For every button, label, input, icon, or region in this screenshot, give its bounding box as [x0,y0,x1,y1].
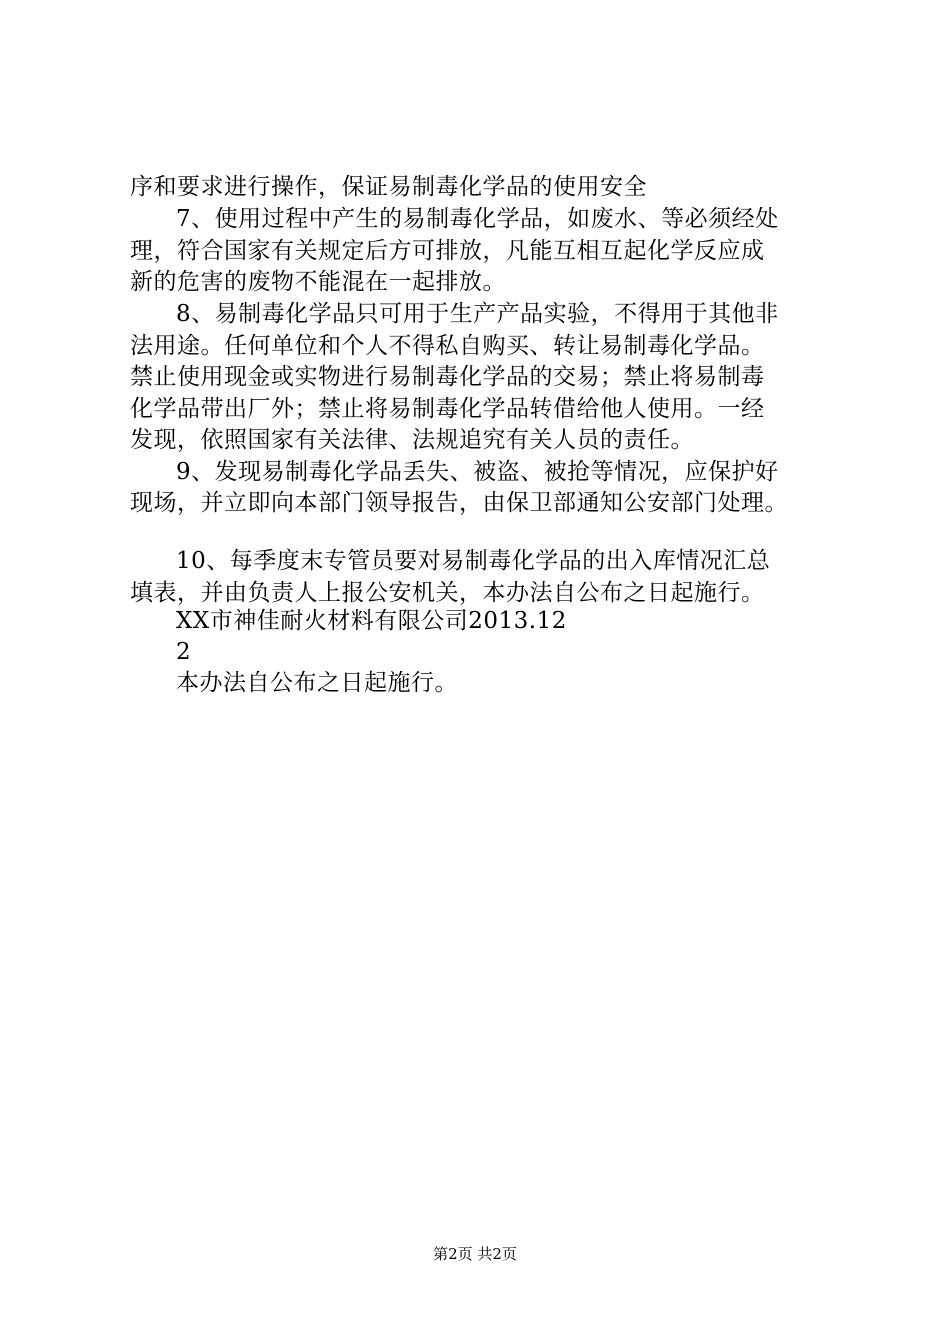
date-continuation-line: 2 [176,639,192,665]
text-line-9: 发现，依照国家有关法律、法规追究有关人员的责任。 [130,427,694,453]
text-line-11: 现场，并立即向本部门领导报告，由保卫部通知公安部门处理。 [130,490,788,516]
text-line-4: 新的危害的废物不能混在一起排放。 [130,269,506,295]
text-line-6: 法用途。任何单位和个人不得私自购买、转让易制毒化学品。 [130,333,765,359]
text-line-7: 禁止使用现金或实物进行易制毒化学品的交易；禁止将易制毒 [130,364,765,390]
text-line-3: 理，符合国家有关规定后方可排放，凡能互相互起化学反应成 [130,238,765,264]
company-date-line: XX市神佳耐火材料有限公司2013.12 [176,608,567,634]
text-line-5: 8、易制毒化学品只可用于生产产品实验，不得用于其他非 [176,301,779,327]
page-footer: 第2页 共2页 [433,1245,517,1263]
text-line-2: 7、使用过程中产生的易制毒化学品，如废水、等必须经处 [176,206,779,232]
text-line-8: 化学品带出厂外；禁止将易制毒化学品转借给他人使用。一经 [130,396,765,422]
text-line-1: 序和要求进行操作，保证易制毒化学品的使用安全 [130,174,647,200]
closing-line: 本办法自公布之日起施行。 [176,670,458,696]
text-line-12: 10、每季度末专管员要对易制毒化学品的出入库情况汇总 [176,548,771,574]
text-line-13: 填表，并由负责人上报公安机关，本办法自公布之日起施行。 [130,580,765,606]
text-line-10: 9、发现易制毒化学品丢失、被盗、被抢等情况，应保护好 [176,459,779,485]
